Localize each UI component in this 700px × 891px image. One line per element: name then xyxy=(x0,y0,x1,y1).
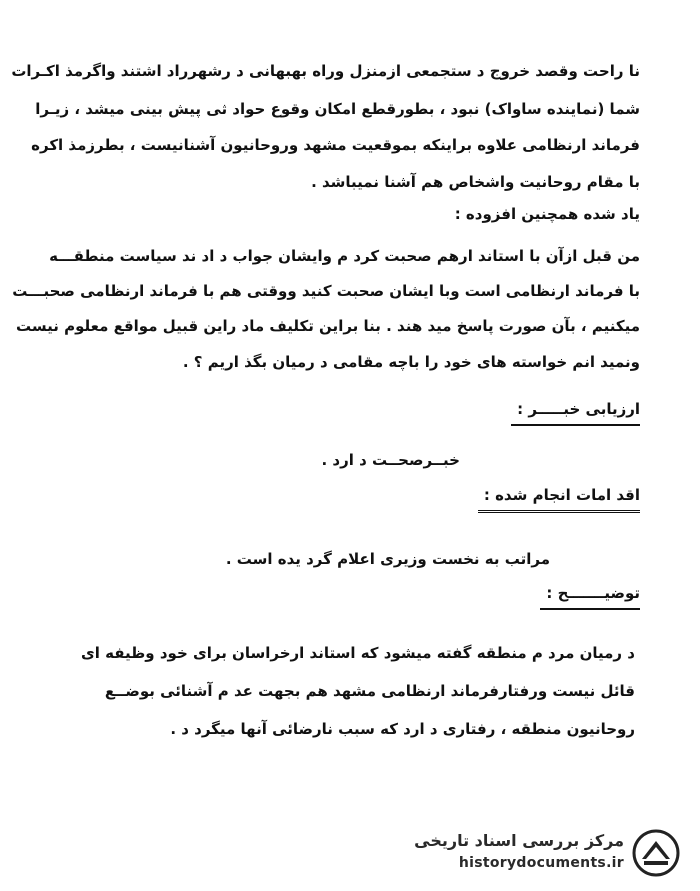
source-evaluation-label: ارزیابی خبـــــر : xyxy=(511,396,640,426)
body-line-1: نا راحت وقصد خروج د ستجمعی ازمنزل وراه بهبهانی د رشهرراد اشتند واگرمذ اکـرات xyxy=(11,62,640,80)
archive-logo-icon xyxy=(632,829,680,877)
explanation-label: توضیـــــــح : xyxy=(540,580,640,610)
body-line-4: با مقام روحانیت واشخاص هم آشنا نمیباشد . xyxy=(311,173,640,191)
body-line-9: ونمید انم خواسته های خود را باچه مقامی د رمیان بگذ اریم ؟ . xyxy=(182,353,640,371)
source-evaluation-text: خبــرصحــت د ارد . xyxy=(321,451,460,469)
explanation-line-2: قائل نیست ورفتارفرماند ارنظامی مشهد هم بجهت عد م آشنائی بوضــع xyxy=(104,682,635,700)
body-line-6: من قبل ازآن با استاند ارهم صحبت کرد م وایشان جواب د اد ند سیاست منطقـــه xyxy=(49,247,640,265)
explanation-line-1: د رمیان مرد م منطقه گفته میشود که استاند ارخراسان برای خود وظیفه ای xyxy=(81,644,635,662)
body-line-2: شما (نماینده ساواک) نبود ، بطورقطع امکان وقوع حواد ثی پیش بینی میشد ، زیـرا xyxy=(35,100,640,118)
actions-taken-text: مراتب به نخست وزیری اعلام گرد یده است . xyxy=(225,550,550,568)
body-line-7: با فرماند ارنظامی است وبا ایشان صحبت کنید ووقتی هم با فرماند ارنظامی صحبـــت xyxy=(12,282,640,300)
archive-watermark xyxy=(400,827,680,879)
archive-title: مرکز بررسی اسناد تاریخی xyxy=(414,831,624,850)
explanation-line-3: روحانیون منطقه ، رفتاری د ارد که سبب نارضائی آنها میگرد د . xyxy=(170,720,635,738)
actions-taken-label: اقد امات انجام شده : xyxy=(478,482,640,513)
body-line-8: میکنیم ، بآن صورت پاسخ مید هند . بنا براین تکلیف ماد راین قبیل مواقع معلوم نیست xyxy=(15,317,640,335)
body-line-5: یاد شده همچنین افزوده : xyxy=(454,205,640,223)
body-line-3: فرماند ارنظامی علاوه براینکه بموقعیت مشهد وروحانیون آشنانیست ، بطرزمذ اکره xyxy=(31,136,640,154)
archive-url[interactable]: historydocuments.ir xyxy=(458,855,624,871)
